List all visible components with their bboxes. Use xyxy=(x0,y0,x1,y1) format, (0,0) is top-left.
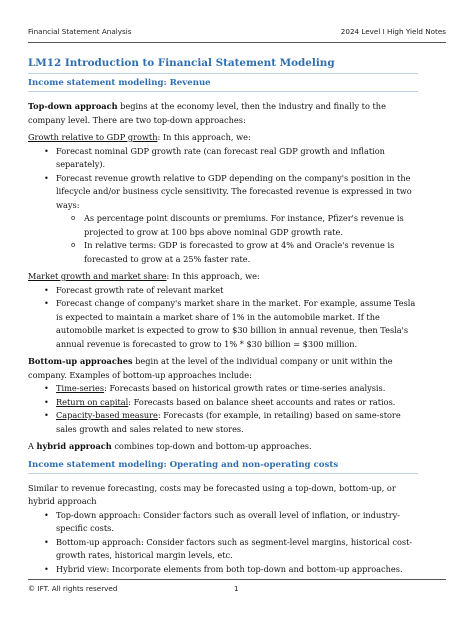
bullet-icon: • xyxy=(44,284,49,295)
list-item xyxy=(28,172,418,213)
hybrid-pre: A xyxy=(28,441,37,451)
circle-bullet-icon: o xyxy=(71,214,76,222)
list-item xyxy=(28,409,418,436)
section-heading-costs: Income statement modeling: Operating and non-operating costs xyxy=(28,459,339,470)
section-divider xyxy=(28,473,418,474)
list-item-label: Time-series xyxy=(56,383,105,393)
bullet-icon: • xyxy=(44,563,49,574)
gdp-label: Growth relative to GDP growth xyxy=(28,132,158,142)
page-content xyxy=(28,52,418,576)
list-item-text: : Forecasts based on balance sheet accounts and rates or ratios. xyxy=(128,396,396,407)
circle-bullet-icon: o xyxy=(71,241,76,249)
list-item xyxy=(28,284,418,298)
footer-divider xyxy=(28,579,446,580)
list-item xyxy=(28,536,418,563)
list-item-text: Forecast growth rate of relevant market xyxy=(56,284,224,295)
hybrid-paragraph xyxy=(28,440,418,454)
header-right: 2024 Level I High Yield Notes xyxy=(340,27,446,36)
header-left: Financial Statement Analysis xyxy=(28,27,132,36)
header-divider xyxy=(28,42,446,43)
bottomup-text: begin at the level of the individual company or unit within the company. Examples of bottom-up approaches include: xyxy=(28,356,393,380)
page-number: 1 xyxy=(234,584,239,593)
title-divider xyxy=(28,73,418,74)
list-item xyxy=(28,382,418,396)
hybrid-term: hybrid approach xyxy=(36,441,112,451)
section-divider xyxy=(28,91,418,92)
market-label: Market growth and market share xyxy=(28,271,167,281)
list-item-label: Return on capital xyxy=(56,396,129,407)
bullet-icon: • xyxy=(44,172,49,183)
page-footer xyxy=(28,584,446,593)
list-item-text: : Forecasts based on historical growth rates or time-series analysis. xyxy=(104,383,386,393)
bullet-icon: • xyxy=(44,145,49,156)
list-item xyxy=(28,563,418,577)
market-rest: : In this approach, we: xyxy=(166,271,260,281)
list-item-label: Capacity-based measure xyxy=(56,410,158,420)
costs-intro: Similar to revenue forecasting, costs may be forecasted using a top-down, bottom-up, or hybrid approach xyxy=(28,482,396,506)
sub-list-item xyxy=(28,239,418,266)
topdown-paragraph xyxy=(28,100,418,127)
topdown-text: begins at the economy level, then the industry and finally to the company level. There are two top-down approaches: xyxy=(28,101,386,125)
list-item-text: Forecast revenue growth relative to GDP depending on the company's position in the lifecycle and/or business cycle sensitivity. The forecasted revenue is expressed in two ways: xyxy=(56,172,412,210)
section-heading-revenue: Income statement modeling: Revenue xyxy=(28,78,211,88)
gdp-heading xyxy=(28,131,418,145)
page-header xyxy=(28,27,446,36)
list-item xyxy=(28,145,418,172)
bottomup-paragraph xyxy=(28,355,418,382)
list-item-text: Top-down approach: Consider factors such as overall level of inflation, or industry-specific costs. xyxy=(56,509,401,533)
list-item-text: Forecast nominal GDP growth rate (can forecast real GDP growth and inflation separately). xyxy=(56,145,385,169)
list-item-text: Hybrid view: Incorporate elements from both top-down and bottom-up approaches. xyxy=(56,563,403,574)
bottomup-term: Bottom-up approaches xyxy=(28,356,133,366)
list-item xyxy=(28,509,418,536)
market-heading xyxy=(28,270,418,284)
bullet-icon: • xyxy=(44,396,49,407)
list-item-text: Bottom-up approach: Consider factors such as segment-level margins, historical cost-growth rates, historical margin levels, etc. xyxy=(56,536,413,560)
bullet-icon: • xyxy=(44,410,49,420)
hybrid-text: combines top-down and bottom-up approaches. xyxy=(111,441,312,451)
topdown-term: Top-down approach xyxy=(28,101,118,111)
list-item-text: Forecast change of company's market share in the market. For example, assume Tesla is expected to maintain a market share of 1% in the automobile market. If the automobile market is expected to grow to $30 billion in annual revenue, then Tesla's annual revenue is forecasted to grow to 1% * $30 billion = $300 million. xyxy=(56,298,416,349)
bullet-icon: • xyxy=(44,298,49,308)
bullet-icon: • xyxy=(44,383,49,393)
sub-list-item xyxy=(28,212,418,239)
copyright-text: © IFT. All rights reserved xyxy=(28,584,118,593)
bullet-icon: • xyxy=(44,509,49,520)
sub-list-item-text: As percentage point discounts or premiums. For instance, Pfizer's revenue is projected to grow at 100 bps above nominal GDP growth rate. xyxy=(84,213,404,237)
list-item xyxy=(28,396,418,410)
list-item-text: : Forecasts (for example, in retailing) based on same-store sales growth and sales related to new stores. xyxy=(56,410,401,434)
sub-list-item-text: In relative terms: GDP is forecasted to grow at 4% and Oracle's revenue is forecasted to grow at a 25% faster rate. xyxy=(84,240,395,264)
gdp-rest: : In this approach, we: xyxy=(157,132,251,142)
bullet-icon: • xyxy=(44,536,49,547)
page-title: LM12 Introduction to Financial Statement Modeling xyxy=(28,57,335,69)
list-item xyxy=(28,297,418,351)
